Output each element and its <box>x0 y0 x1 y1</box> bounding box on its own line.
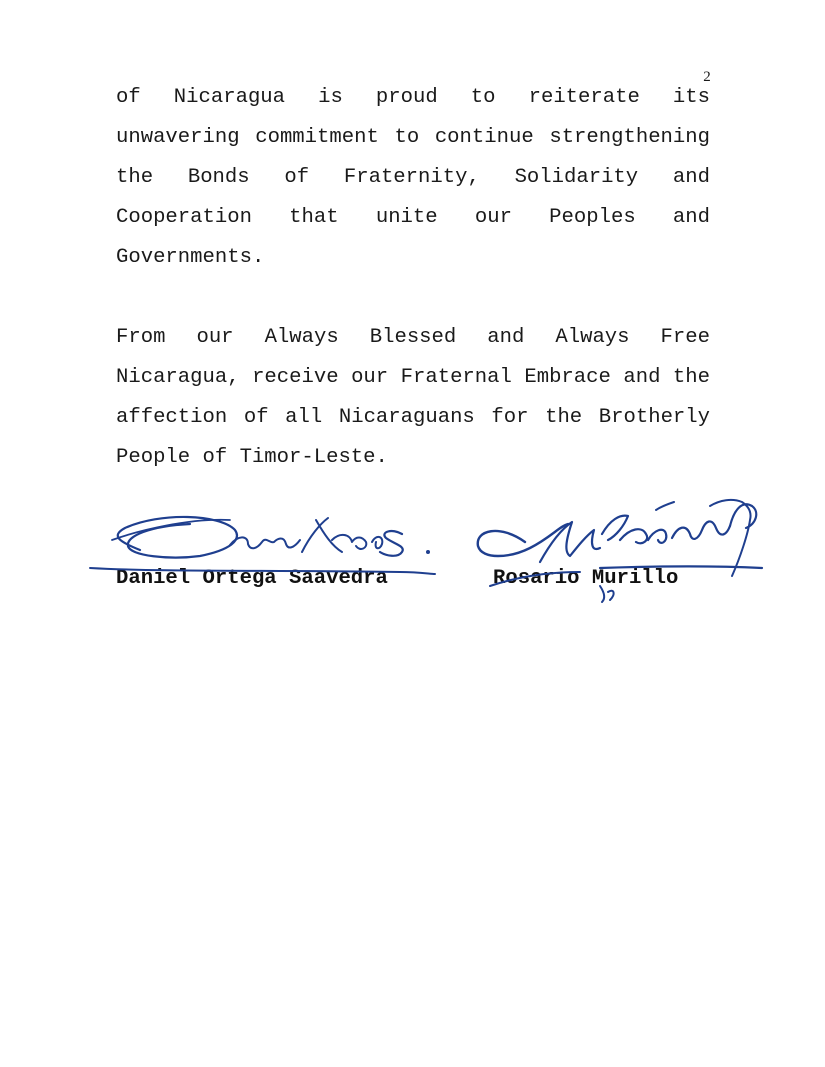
signature-1 <box>90 517 435 574</box>
handwritten-signatures <box>80 490 780 620</box>
page-number: 2 <box>703 69 711 85</box>
letter-paragraph: From our Always Blessed and Always Free Nicaragua, receive our Fraternal Embrace and the affection of all Nicaraguans for the Brotherly People of Timor-Leste. <box>116 326 710 469</box>
letter-paragraph: of Nicaragua is proud to reiterate its unwavering commitment to continue strengthening the Bonds of Fraternity, Solidarity and Cooperation that unite our Peoples and Governments. <box>116 86 710 269</box>
signature-2 <box>478 500 762 602</box>
signer-name: Daniel Ortega Saavedra <box>116 567 388 590</box>
signature-block <box>80 490 780 620</box>
signer-name: Rosario Murillo <box>493 567 679 590</box>
